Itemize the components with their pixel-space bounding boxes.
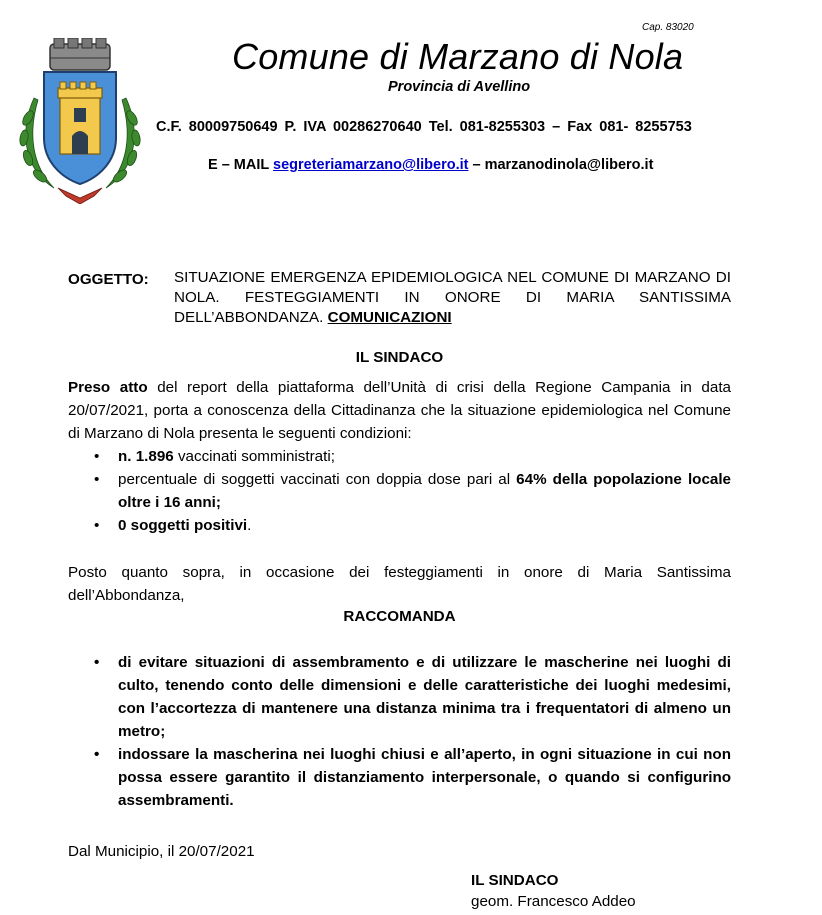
tower-icon: [58, 82, 102, 154]
bullet-icon: •: [94, 654, 100, 671]
list-item: [68, 651, 731, 743]
list-item: [68, 743, 731, 812]
email-line: [208, 157, 653, 173]
condition-text: vaccinati somministrati;: [173, 448, 335, 465]
condition-bold: n. 1.896: [118, 448, 174, 465]
email-link[interactable]: segreteriamarzano@libero.it: [273, 157, 469, 173]
condition-text: .: [247, 517, 252, 534]
condition-bold: 0 soggetti positivi: [118, 517, 248, 534]
list-item: [68, 514, 731, 537]
subject-emphasis: COMUNICAZIONI: [327, 309, 452, 326]
province-name: Provincia di Avellino: [388, 79, 531, 95]
preso-atto-bold: Preso atto: [68, 379, 148, 396]
recommendation-text: di evitare situazioni di assembramento e di utilizzare le mascherine nei luoghi di culto, tenendo conto delle dimensioni e delle caratteristiche dei luoghi medesimi, con l’accortezza di mantenere una distanza minima tra i frequentatori di almeno un metro;: [118, 654, 731, 740]
bullet-icon: •: [94, 448, 100, 465]
conditions-list: [68, 445, 731, 537]
posto-paragraph: Posto quanto sopra, in occasione dei festeggiamenti in onore di Maria Santissima dell’Abbondanza,: [68, 564, 731, 604]
email-suffix: – marzanodinola@libero.it: [468, 157, 654, 173]
sindaco-heading: IL SINDACO: [355, 349, 444, 366]
list-item: [68, 445, 731, 468]
signature-name: geom. Francesco Addeo: [471, 893, 636, 910]
recommendation-text: indossare la mascherina nei luoghi chiusi e all’aperto, in ogni situazione in cui non possa essere garantito il distanziamento interpersonale, o quando si configurino assembramenti.: [118, 746, 731, 809]
email-prefix: E – MAIL: [208, 157, 273, 173]
raccomanda-heading: RACCOMANDA: [343, 608, 456, 625]
bullet-icon: •: [94, 471, 100, 488]
signature-role: IL SINDACO: [471, 872, 559, 889]
municipality-title: Comune di Marzano di Nola: [232, 36, 684, 77]
crown-icon: [50, 38, 110, 70]
bullet-icon: •: [94, 746, 100, 763]
contact-line: C.F. 80009750649 P. IVA 00286270640 Tel. 081-8255303 – Fax 081- 8255753: [156, 119, 692, 135]
subject-block: [68, 268, 731, 328]
subject-label: OGGETTO:: [68, 271, 149, 288]
municipal-coat-of-arms-logo: [14, 38, 146, 204]
place-date: Dal Municipio, il 20/07/2021: [68, 843, 255, 860]
list-item: [68, 468, 731, 514]
preso-atto-paragraph: [68, 376, 731, 445]
condition-text: percentuale di soggetti vaccinati con doppia dose pari al: [118, 471, 517, 488]
preso-atto-text: del report della piattaforma dell’Unità di crisi della Regione Campania in data 20/07/2021, porta a conoscenza della Cittadinanza che la situazione epidemiologica nel Comune di Marzano di Nola presenta le seguenti condizioni:: [68, 379, 731, 442]
recommendations-list: [68, 651, 731, 812]
subject-body: SITUAZIONE EMERGENZA EPIDEMIOLOGICA NEL COMUNE DI MARZANO DI NOLA. FESTEGGIAMENTI IN ONORE DI MARIA SANTISSIMA DELL’ABBONDANZA.: [174, 269, 731, 326]
bullet-icon: •: [94, 517, 100, 534]
condition-bold: 64% della popolazione locale oltre i 16 anni;: [118, 471, 731, 511]
subject-text: [174, 268, 731, 328]
postal-code: Cap. 83020: [642, 22, 694, 33]
